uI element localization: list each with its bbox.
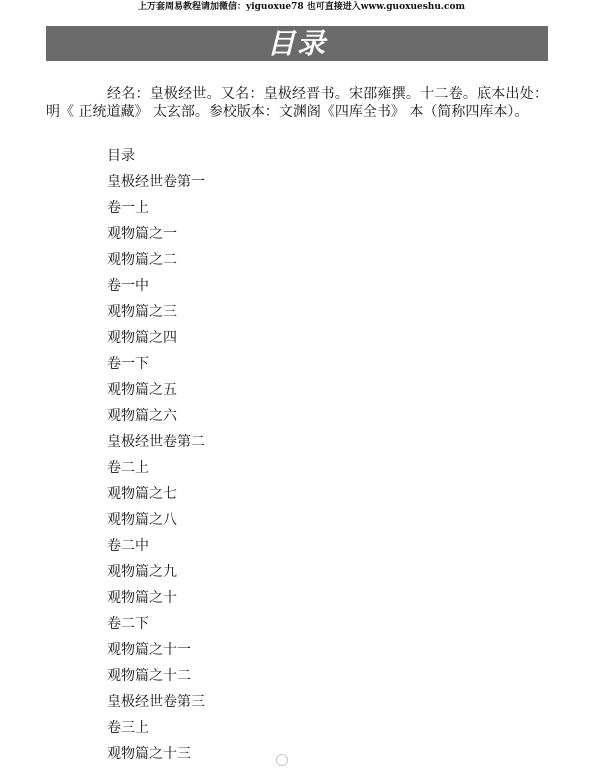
toc-item[interactable]: 观物篇之三 [107, 304, 177, 320]
page-corner-mark [276, 754, 288, 766]
toc-item[interactable]: 皇极经世卷第三 [107, 694, 205, 710]
title-bar [46, 26, 548, 61]
intro-paragraph: 经名：皇极经世。又名：皇极经晋书。宋邵雍撰。十二卷。底本出处：明《 正统道藏》 太玄部。参校版本：文渊阁《四库全书》 本（简称四库本）。 [46, 86, 548, 120]
table-of-contents [107, 145, 205, 769]
toc-item[interactable]: 观物篇之六 [107, 408, 177, 424]
toc-item[interactable]: 观物篇之十三 [107, 746, 191, 762]
toc-item[interactable]: 皇极经世卷第二 [107, 434, 205, 450]
toc-item[interactable]: 观物篇之七 [107, 486, 177, 502]
toc-item[interactable]: 卷二上 [107, 460, 149, 476]
toc-item[interactable]: 观物篇之十 [107, 590, 177, 606]
toc-item[interactable]: 皇极经世卷第一 [107, 174, 205, 190]
toc-item[interactable]: 观物篇之八 [107, 512, 177, 528]
toc-item[interactable]: 观物篇之十二 [107, 668, 191, 684]
page-title: 目录 [266, 27, 327, 60]
toc-item[interactable]: 卷一上 [107, 200, 149, 216]
toc-item[interactable]: 观物篇之十一 [107, 642, 191, 658]
toc-item[interactable]: 观物篇之一 [107, 226, 177, 242]
toc-item[interactable]: 观物篇之五 [107, 382, 177, 398]
toc-item[interactable]: 观物篇之九 [107, 564, 177, 580]
toc-item[interactable]: 卷三上 [107, 720, 149, 736]
toc-item[interactable]: 观物篇之四 [107, 330, 177, 346]
toc-item[interactable]: 卷二中 [107, 538, 149, 554]
toc-item[interactable]: 观物篇之二 [107, 252, 177, 268]
toc-item[interactable]: 卷二下 [107, 616, 149, 632]
toc-item[interactable]: 卷一下 [107, 356, 149, 372]
toc-item[interactable]: 卷一中 [107, 278, 149, 294]
toc-item[interactable]: 目录 [107, 148, 135, 164]
top-banner: 上万套周易教程请加微信：yiguoxue78 也可直接进入www.guoxueshu.com [137, 2, 466, 12]
